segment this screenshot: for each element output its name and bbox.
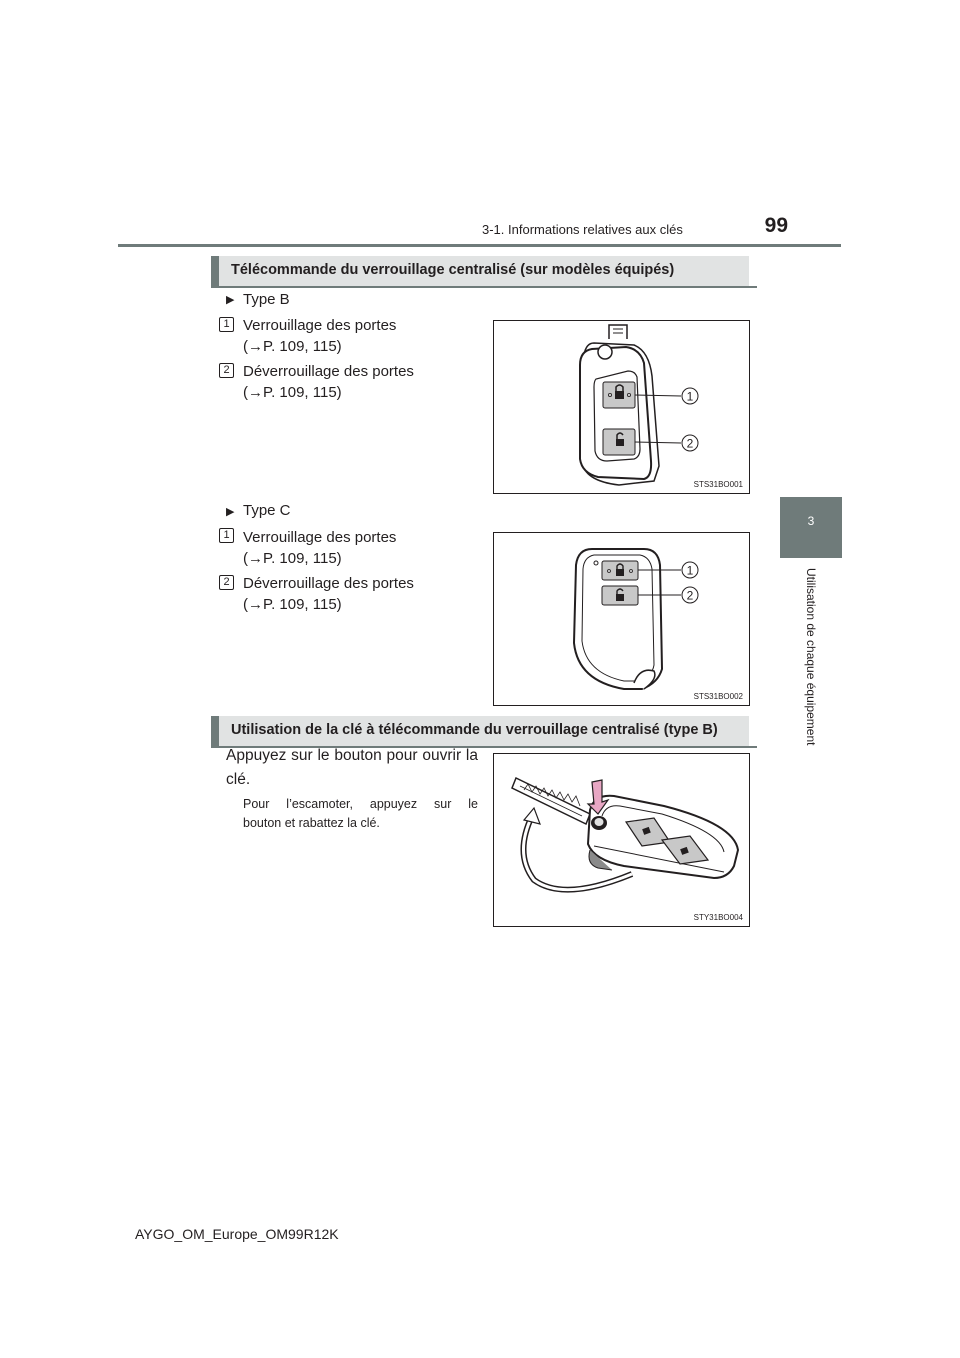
figure-id: STS31BO002 bbox=[693, 692, 743, 701]
item-label: Déverrouillage des portes bbox=[243, 575, 414, 592]
instruction-line: clé. bbox=[226, 771, 251, 788]
callout-number-1: 1 bbox=[219, 528, 234, 543]
header-section-title: 3-1. Informations relatives aux clés bbox=[482, 222, 683, 237]
triangle-bullet-icon: ▶ bbox=[226, 506, 235, 518]
callout-label: 1 bbox=[686, 389, 694, 404]
instruction-line: Appuyez sur le bouton pour ouvrir la bbox=[226, 747, 478, 764]
callout-number-2: 2 bbox=[219, 575, 234, 590]
item-label: Déverrouillage des portes bbox=[243, 363, 414, 380]
section-heading-remote bbox=[211, 256, 749, 286]
page-number: 99 bbox=[764, 214, 788, 237]
chapter-title: Utilisation de chaque équipement bbox=[804, 568, 818, 746]
chapter-number: 3 bbox=[807, 514, 815, 528]
header-rule bbox=[118, 244, 841, 247]
triangle-bullet-icon: ▶ bbox=[226, 294, 235, 306]
item-label: Verrouillage des portes bbox=[243, 529, 397, 546]
figure-type-c-key bbox=[493, 532, 750, 706]
callout-number-2: 2 bbox=[219, 363, 234, 378]
chapter-title-vertical bbox=[802, 568, 822, 868]
callout-number-1: 1 bbox=[219, 317, 234, 332]
item-reference: (→P. 109, 115) bbox=[243, 596, 342, 613]
type-b-title: Type B bbox=[243, 291, 290, 308]
figure-type-b-key bbox=[493, 320, 750, 494]
item-label: Verrouillage des portes bbox=[243, 317, 397, 334]
section-heading-text: Télécommande du verrouillage centralisé (sur modèles équipés) bbox=[231, 262, 675, 278]
note-line: Pour l’escamoter, appuyez sur le bbox=[243, 797, 478, 811]
callout-label: 2 bbox=[686, 588, 694, 603]
callout-label: 2 bbox=[686, 436, 694, 451]
item-reference: (→P. 109, 115) bbox=[243, 384, 342, 401]
fixed-key-illustration bbox=[494, 533, 749, 705]
item-reference: (→P. 109, 115) bbox=[243, 550, 342, 567]
key-open-illustration bbox=[494, 754, 749, 926]
section-heading-text: Utilisation de la clé à télécommande du verrouillage centralisé (type B) bbox=[231, 722, 718, 738]
figure-id: STS31BO001 bbox=[693, 480, 743, 489]
figure-id: STY31BO004 bbox=[693, 913, 743, 922]
item-reference: (→P. 109, 115) bbox=[243, 338, 342, 355]
flip-key-illustration bbox=[494, 321, 749, 493]
note-line: bouton et rabattez la clé. bbox=[243, 816, 380, 830]
type-c-title: Type C bbox=[243, 502, 291, 519]
callout-label: 1 bbox=[686, 563, 694, 578]
section-heading-key-use bbox=[211, 716, 749, 746]
figure-open-key bbox=[493, 753, 750, 927]
document-code: AYGO_OM_Europe_OM99R12K bbox=[135, 1226, 339, 1242]
